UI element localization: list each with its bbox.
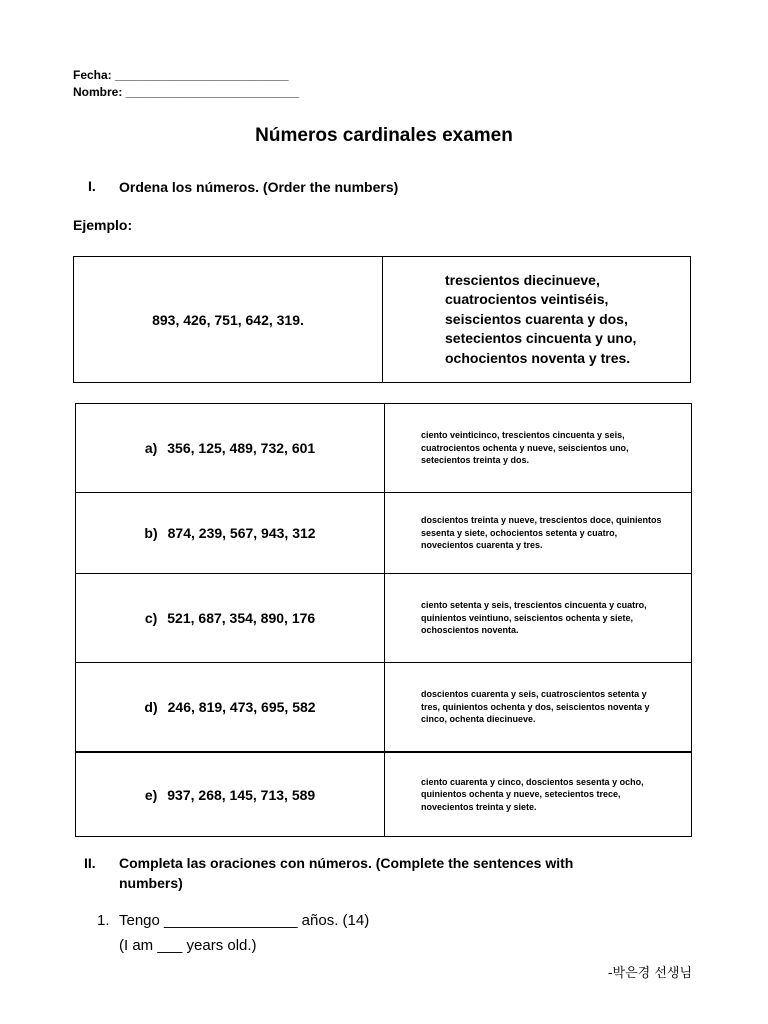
- exercise-row: [76, 663, 692, 753]
- example-row: [74, 257, 691, 383]
- exercise-words: ciento veinticinco, trescientos cincuenta y seis, cuatrocientos ochenta y nueve, seiscientos uno, setecientos treinta y dos.: [385, 404, 692, 493]
- exercise-row: [76, 404, 692, 493]
- exercise-numbers-cell: [76, 574, 385, 663]
- exercise-row: [76, 574, 692, 663]
- exercise-row: [76, 493, 692, 574]
- section-2-instruction: Completa las oraciones con números. (Complete the sentences with numbers): [119, 855, 574, 891]
- exercise-words: doscientos cuarenta y seis, cuatroscientos setenta y tres, quinientos ochenta y dos, seiscientos noventa y cinco, ochenta diecinueve.: [385, 663, 692, 753]
- exercise-table: [75, 403, 692, 837]
- exercise-numbers-cell: [76, 493, 385, 574]
- example-table: [73, 256, 691, 383]
- exercise-numbers: 937, 268, 145, 713, 589: [167, 786, 316, 803]
- example-answer-cell: [383, 257, 691, 383]
- section-1-instruction: Ordena los números. (Order the numbers): [119, 179, 399, 195]
- exercise-letter: b): [144, 525, 158, 541]
- page-title: Números cardinales examen: [255, 125, 513, 146]
- item-1-sentence: Tengo ________________ años. (14): [119, 912, 370, 929]
- item-1-translation: (I am ___ years old.): [119, 937, 257, 954]
- exercise-letter: d): [144, 699, 158, 715]
- item-1-number: 1.: [97, 912, 110, 929]
- example-numbers: 893, 426, 751, 642, 319.: [74, 257, 383, 383]
- exercise-numbers: 874, 239, 567, 943, 312: [167, 525, 316, 541]
- exercise-row: [76, 752, 692, 837]
- section-1-number: I.: [88, 178, 96, 194]
- example-answer: trescientos diecinueve, cuatrocientos veintiséis, seiscientos cuarenta y dos, setecientos cincuenta y uno, ochocientos noventa y tres.: [445, 271, 637, 366]
- example-label: Ejemplo:: [73, 217, 133, 233]
- exercise-words: ciento setenta y seis, trescientos cincuenta y cuatro, quinientos veintiuno, seiscientos ochenta y siete, ochoscientos noventa.: [385, 574, 692, 663]
- exercise-numbers: 246, 819, 473, 695, 582: [167, 699, 316, 715]
- exercise-letter: a): [144, 440, 158, 456]
- exercise-numbers: 356, 125, 489, 732, 601: [167, 440, 316, 456]
- section-2-number: II.: [84, 855, 96, 871]
- exercise-numbers-cell: [76, 404, 385, 493]
- date-field-label: Fecha: __________________________: [73, 68, 289, 82]
- exercise-words: doscientos treinta y nueve, trescientos doce, quinientos sesenta y siete, ochocientos setenta y cuatro, novecientos cuarenta y tres.: [385, 493, 692, 574]
- exercise-numbers-cell: [76, 752, 385, 837]
- exercise-numbers-cell: [76, 663, 385, 753]
- exercise-words: ciento cuarenta y cinco, doscientos sesenta y ocho, quinientos ochenta y nueve, setecientos trece, novecientos treinta y siete.: [385, 752, 692, 837]
- exercise-letter: e): [144, 786, 158, 803]
- exercise-numbers: 521, 687, 354, 890, 176: [167, 610, 316, 626]
- exercise-letter: c): [144, 610, 158, 626]
- teacher-signature: -박은경 선생님: [607, 966, 692, 981]
- name-field-label: Nombre: __________________________: [73, 85, 300, 99]
